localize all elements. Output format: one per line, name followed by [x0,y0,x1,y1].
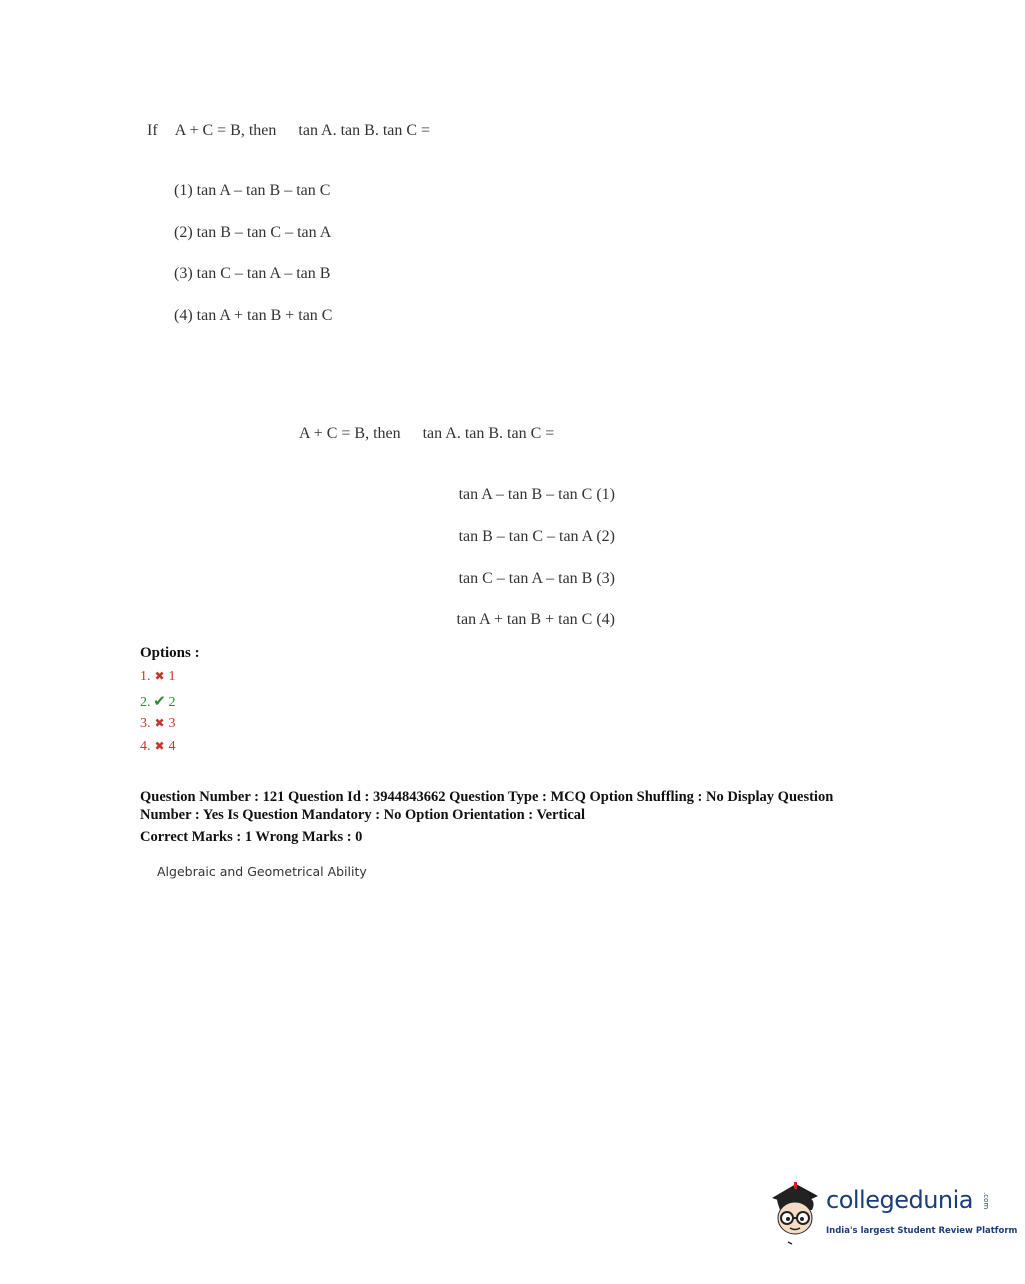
translated-option-3: tan C – tan A – tan B (3) [458,570,615,587]
answer-value: 4 [168,739,176,754]
question-option-2: (2) tan B – tan C – tan A [174,224,332,241]
translated-option-1: tan A – tan B – tan C (1) [458,486,615,503]
question-condition: A + C = B, then [174,122,277,139]
question-prefix: If [147,122,158,139]
answer-value: 1 [168,669,176,684]
check-icon: ✔ [153,694,166,710]
answer-number: 1. [140,669,151,684]
logo-wordmark: collegedunia [826,1186,974,1214]
cross-icon: ✖ [154,669,165,683]
question-english [147,122,430,140]
cross-icon: ✖ [154,716,165,730]
collegedunia-logo [768,1178,1018,1248]
question-option-1: (1) tan A – tan B – tan C [174,182,331,199]
translated-condition: A + C = B, then [299,425,401,442]
answer-option-4 [140,739,176,755]
answer-number: 4. [140,739,151,754]
logo-tagline: India's largest Student Review Platform [826,1226,1018,1236]
answer-option-2 [140,692,176,711]
cross-icon: ✖ [154,739,165,753]
answer-number: 2. [140,695,151,710]
answer-option-1 [140,669,176,685]
answer-value: 3 [168,716,176,731]
question-meta-line-3: Correct Marks : 1 Wrong Marks : 0 [140,829,363,845]
question-expression: tan A. tan B. tan C = [298,122,431,139]
options-title: Options : [140,645,200,661]
question-translated [299,425,554,443]
answer-option-3 [140,716,176,732]
question-option-3: (3) tan C – tan A – tan B [174,265,331,282]
question-option-4: (4) tan A + tan B + tan C [174,307,333,324]
section-title: Algebraic and Geometrical Ability [157,864,367,879]
question-meta-line-2: Number : Yes Is Question Mandatory : No Option Orientation : Vertical [140,807,586,823]
translated-option-2: tan B – tan C – tan A (2) [458,528,615,545]
answer-number: 3. [140,716,151,731]
translated-expression: tan A. tan B. tan C = [422,425,555,442]
translated-option-4: tan A + tan B + tan C (4) [456,611,615,628]
logo-suffix: .com [982,1192,990,1210]
mascot-icon [768,1178,826,1248]
question-meta-line-1: Question Number : 121 Question Id : 3944843662 Question Type : MCQ Option Shuffling : No Display Question [140,789,834,805]
answer-value: 2 [168,695,176,710]
